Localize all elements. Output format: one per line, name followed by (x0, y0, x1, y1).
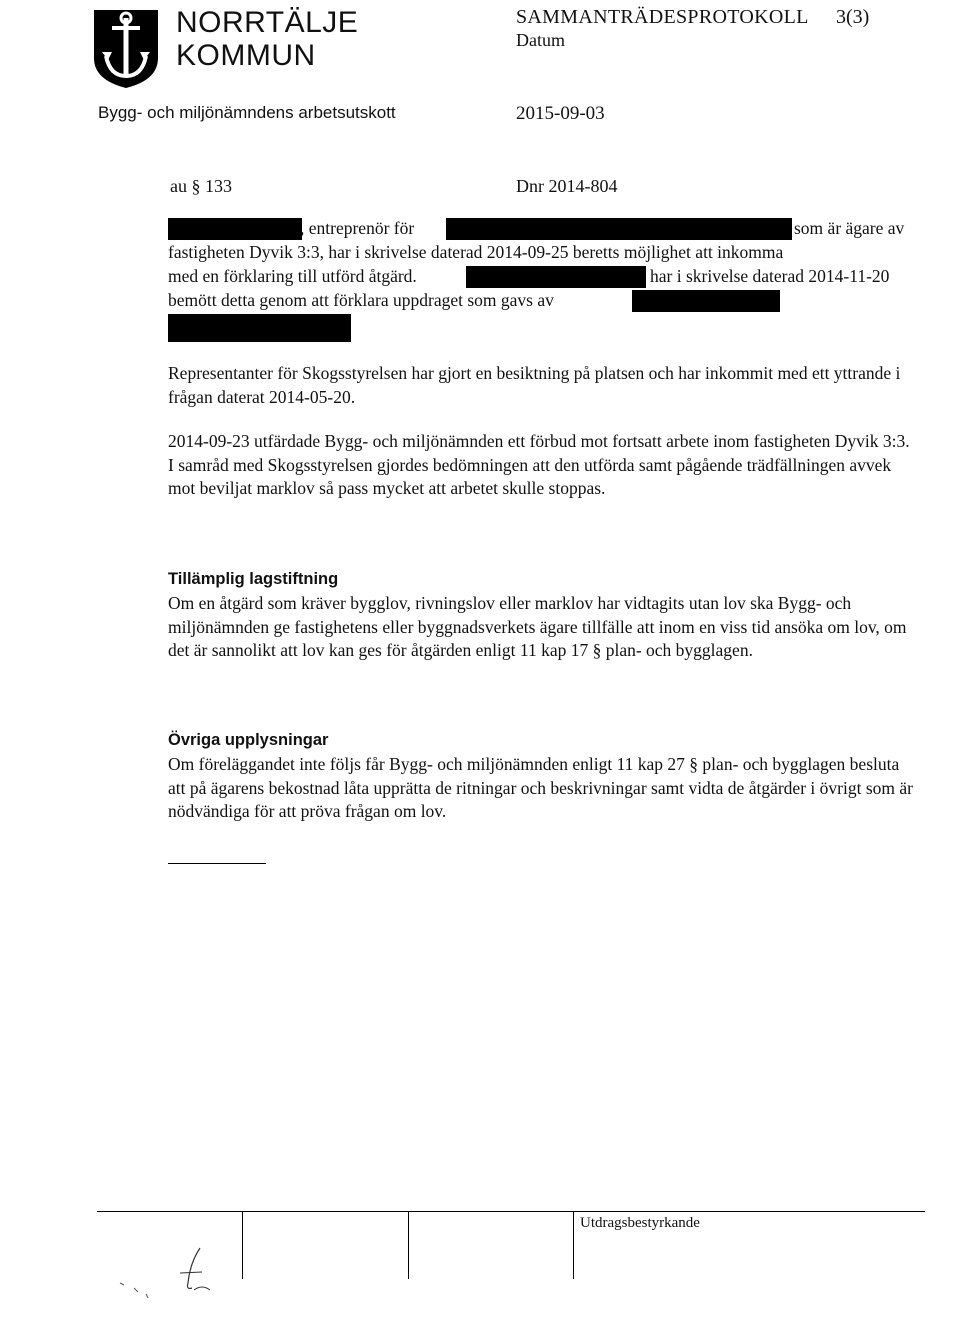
redaction-block (168, 314, 351, 342)
redaction-block (632, 290, 780, 312)
intro-line-1a: , entreprenör för (300, 218, 415, 238)
document-type: SAMMANTRÄDESPROTOKOLL (516, 6, 809, 28)
meeting-date: 2015-09-03 (516, 103, 605, 124)
footer-col-divider (573, 1211, 574, 1279)
section-heading-other: Övriga upplysningar (168, 731, 329, 749)
intro-line-1b: som är ägare av (794, 218, 905, 238)
intro-line-3b: har i skrivelse daterad 2014-11-20 (650, 266, 890, 286)
redaction-block (446, 218, 792, 240)
redaction-block (466, 266, 646, 288)
footer-col-divider (408, 1211, 409, 1279)
intro-line-4a: bemött detta genom att förklara uppdraget som gavs av (168, 290, 554, 310)
page-number: 3(3) (836, 6, 870, 28)
org-line-1: NORRTÄLJE (176, 6, 359, 39)
footer-rule-top (97, 1211, 925, 1212)
intro-line-3a: med en förklaring till utförd åtgärd. (168, 266, 417, 286)
section-heading-law: Tillämplig lagstiftning (168, 570, 339, 588)
municipality-logo (90, 6, 162, 90)
certify-label: Utdragsbestyrkande (580, 1215, 700, 1231)
end-rule (168, 863, 266, 864)
paragraph-prohibition: 2014-09-23 utfärdade Bygg- och miljönämnden ett förbud mot fortsatt arbete inom fastigheten Dyvik 3:3. I samråd med Skogsstyrelsen gjordes bedömningen att den utförda samt pågående trädfällningen avvek mot beviljat marklov så pass mycket att arbetet skulle stoppas. (168, 431, 910, 498)
org-line-2: KOMMUN (176, 39, 316, 72)
section-text-law: Om en åtgärd som kräver bygglov, rivningslov eller marklov har vidtagits utan lov ska Bygg- och miljönämnden ge fastighetens eller byggnadsverkets ägare tillfälle att inom en viss tid ansöka om lov, om det är sannolikt att lov kan ges för åtgärden enligt 11 kap 17 § plan- och bygglagen. (168, 593, 907, 660)
footer-col-divider (242, 1211, 243, 1279)
section-text-other: Om föreläggandet inte följs får Bygg- och miljönämnden enligt 11 kap 27 § plan- och bygglagen besluta att på ägarens bekostnad låta upprätta de ritningar och beskrivningar samt vidta de åtgärder i övrigt som är nödvändiga för att pröva frågan om lov. (168, 754, 913, 821)
intro-line-2: fastigheten Dyvik 3:3, har i skrivelse daterad 2014-09-25 beretts möjlighet att inkomma (168, 242, 784, 262)
committee-name: Bygg- och miljönämndens arbetsutskott (98, 103, 396, 122)
organization-name (176, 6, 358, 72)
date-label: Datum (516, 30, 565, 50)
handwritten-signature (110, 1228, 230, 1308)
diary-number: Dnr 2014-804 (516, 176, 618, 196)
redaction-block (168, 218, 302, 240)
paragraph-inspection: Representanter för Skogsstyrelsen har gjort en besiktning på platsen och har inkommit med ett yttrande i frågan daterat 2014-05-20. (168, 363, 901, 407)
paragraph-number: au § 133 (170, 176, 232, 196)
